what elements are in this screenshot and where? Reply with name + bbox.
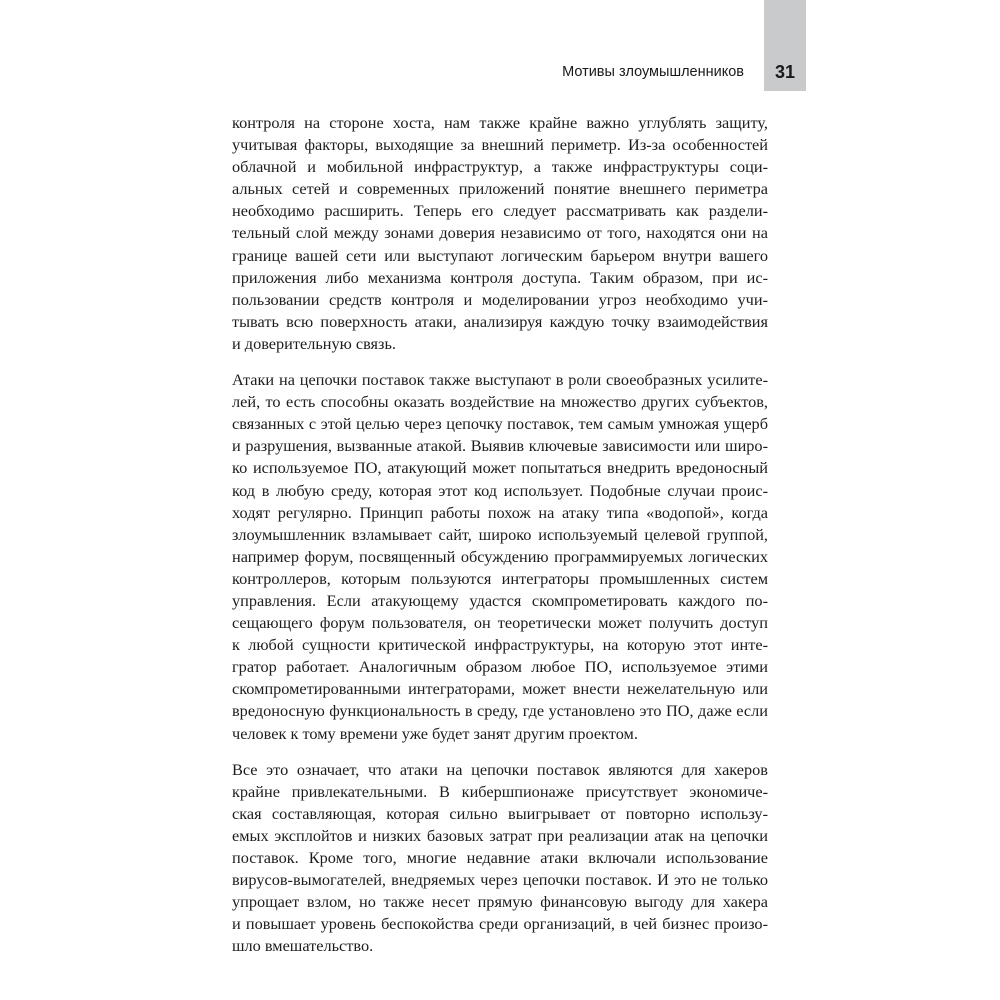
text-line: приложения либо механизма контроля доступа. Таким образом, при ис- <box>232 267 768 287</box>
text-line: человек к тому времени уже будет занят другим проектом. <box>232 723 638 743</box>
text-line: и повышает уровень беспокойства среди организаций, в чей бизнес произо- <box>232 914 768 934</box>
text-line: пользовании средств контроля и моделировании угроз необходимо учи- <box>232 289 768 309</box>
text-line: лей, то есть способны оказать воздействие на множество других субъектов, <box>232 392 768 412</box>
running-head: Мотивы злоумышленников <box>562 64 744 80</box>
text-line: сещающего форум пользователя, он теоретически может получить доступ <box>232 613 768 633</box>
text-line: поставок. Кроме того, многие недавние атаки включали использование <box>232 848 768 867</box>
text-line: тывать всю поверхность атаки, анализируя каждую точку взаимодействия <box>232 311 768 331</box>
text-line: злоумышленник взламывает сайт, широко используемый целевой группой, <box>232 524 768 544</box>
text-line: и разрушения, вызванные атакой. Выявив ключевые зависимости или широ- <box>232 436 768 456</box>
text-line: Атаки на цепочки поставок также выступают в роли своеобразных усилите- <box>232 370 768 390</box>
text-line: контроллеров, которым пользуются интеграторы промышленных систем <box>232 568 768 588</box>
text-line: вредоносную функциональность в среду, где установлено это ПО, даже если <box>232 701 768 721</box>
text-line: например форум, посвященный обсуждению программируемых логических <box>232 546 768 566</box>
paragraph <box>232 112 768 355</box>
text-line: связанных с этой целью через цепочку поставок, тем самым умножая ущерб <box>232 414 768 434</box>
text-line: управления. Если атакующему удастся скомпрометировать каждого по- <box>232 590 768 610</box>
text-line: Все это означает, что атаки на цепочки поставок являются для хакеров <box>232 759 768 779</box>
text-line: ская составляющая, которая сильно выигрывает от повторно использу- <box>232 803 768 823</box>
body-text <box>232 112 768 971</box>
text-line: код в любую среду, которая этот код использует. Подобные случаи проис- <box>232 480 768 500</box>
text-line: гратор работает. Аналогичным образом любое ПО, используемое этими <box>232 657 768 677</box>
text-line: и доверительную связь. <box>232 333 396 353</box>
text-line: крайне привлекательными. В кибершпионаже присутствует экономиче- <box>232 781 768 801</box>
text-line: альных сетей и современных приложений понятие внешнего периметра <box>232 179 768 199</box>
text-line: границе вашей сети или выступают логическим барьером внутри вашего <box>232 245 768 265</box>
text-line: облачной и мобильной инфраструктур, а также инфраструктуры соци- <box>232 157 768 177</box>
text-line: контроля на стороне хоста, нам также крайне важно углублять защиту, <box>232 113 768 132</box>
text-line: упрощает взлом, но также несет прямую финансовую выгоду для хакера <box>232 892 768 912</box>
text-line: необходимо расширить. Теперь его следует рассматривать как раздели- <box>232 201 768 221</box>
text-line: емых эксплойтов и низких базовых затрат при реализации атак на цепочки <box>232 825 768 845</box>
text-line: шло вмешательство. <box>232 936 374 956</box>
text-line: ходят регулярно. Принцип работы похож на атаку типа «водопой», когда <box>232 502 768 522</box>
text-line: тельный слой между зонами доверия независимо от того, находятся они на <box>232 223 768 243</box>
text-line: вирусов-вымогателей, внедряемых через цепочки поставок. И это не только <box>232 870 768 890</box>
text-line: скомпрометированными интеграторами, может внести нежелательную или <box>232 679 768 699</box>
page-number: 31 <box>774 62 796 82</box>
paragraph <box>232 759 768 958</box>
text-line: к любой сущности критической инфраструктуры, на которую этот инте- <box>232 635 768 655</box>
text-line: учитывая факторы, выходящие за внешний периметр. Из-за особенностей <box>232 135 768 155</box>
text-line: ко используемое ПО, атакующий может попытаться внедрить вредоносный <box>232 458 768 478</box>
paragraph <box>232 369 768 745</box>
